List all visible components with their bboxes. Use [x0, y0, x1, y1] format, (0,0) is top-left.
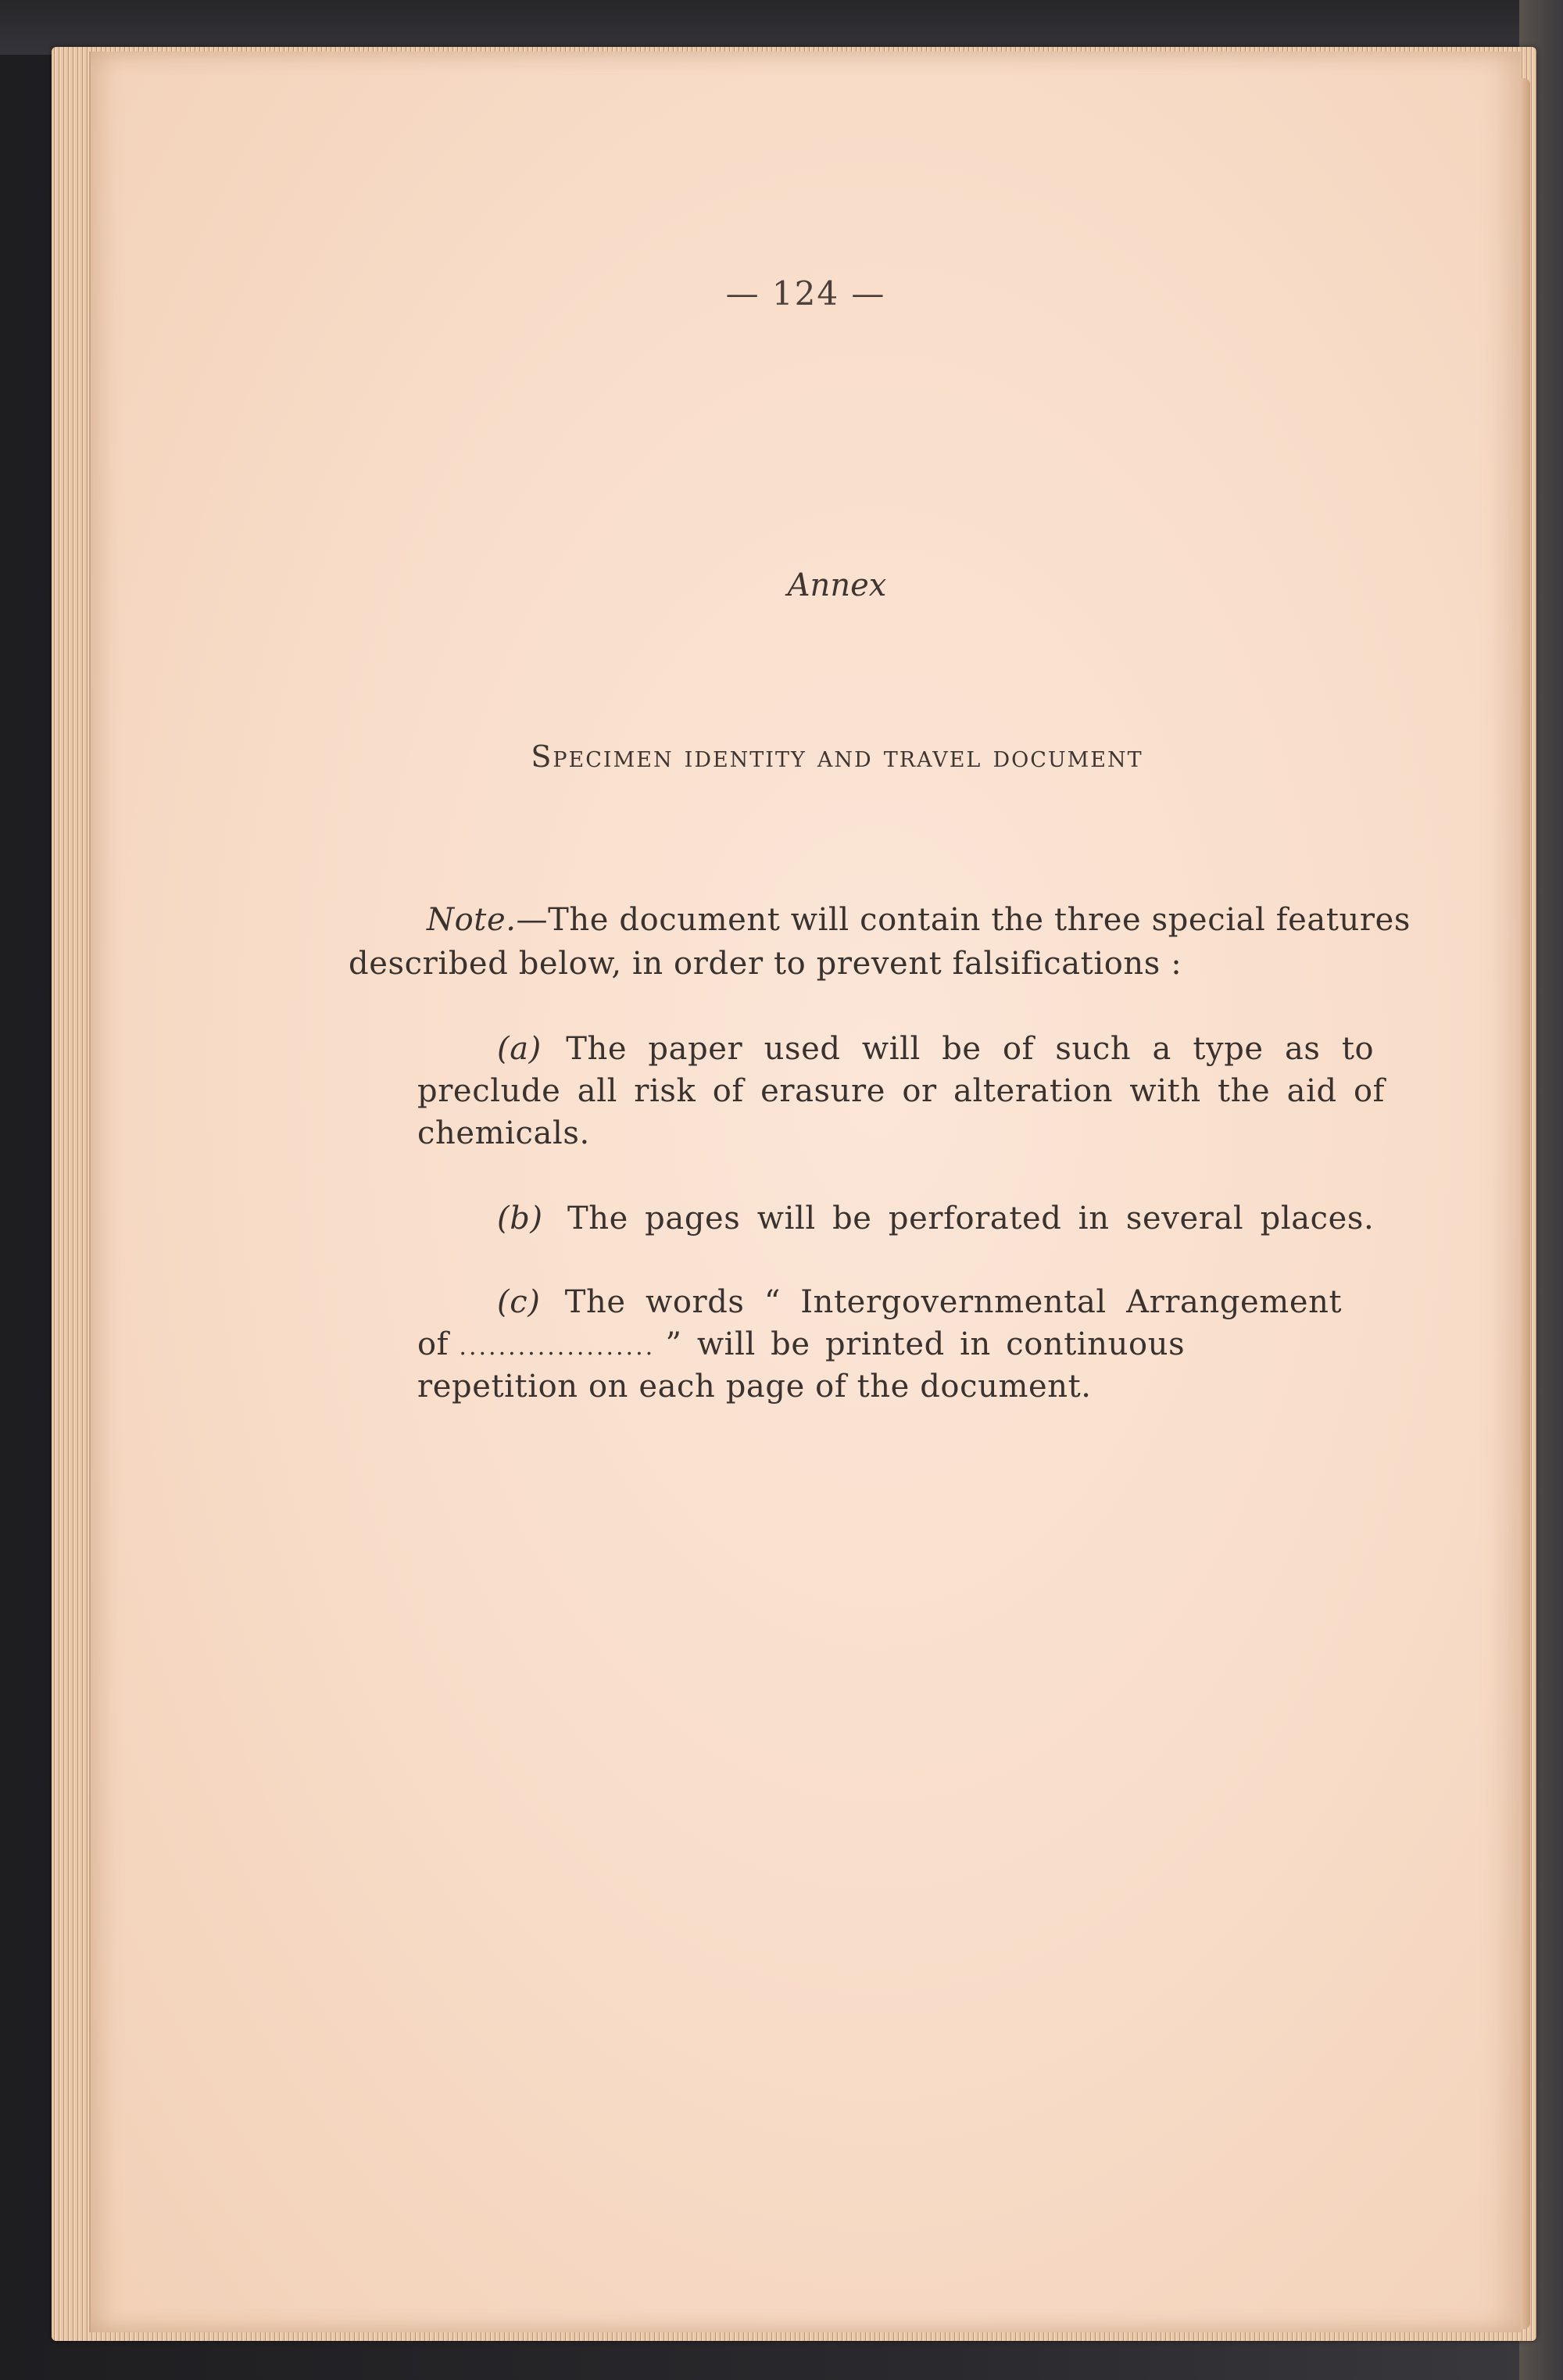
item-b-label: (b) — [497, 1201, 543, 1237]
annex-title: Annex — [787, 567, 887, 603]
item-c-line-3: repetition on each page of the document. — [417, 1369, 1092, 1405]
item-a-line-3: chemicals. — [417, 1115, 590, 1151]
item-c-text-1: The words “ Intergovernmental Arrangement — [564, 1284, 1343, 1320]
item-a-line-2: preclude all risk of erasure or alteration with the aid of — [417, 1073, 1386, 1109]
note-line-2: described below, in order to prevent falsifications : — [349, 946, 1182, 982]
item-c-text-2-end: ” will be printed in continuous — [665, 1326, 1186, 1362]
item-c-text-2-start: of — [417, 1326, 449, 1362]
item-a-line-1 — [497, 1031, 1374, 1067]
item-c-label: (c) — [497, 1284, 541, 1320]
item-a-label: (a) — [497, 1031, 542, 1067]
page-number: — 124 — — [725, 274, 886, 313]
item-a-text-1: The paper used will be of such a type as to — [566, 1031, 1375, 1067]
item-b-line-1 — [497, 1201, 1374, 1237]
item-c-line-1 — [497, 1284, 1342, 1320]
page-right-edge — [1519, 78, 1530, 2329]
book-page — [89, 52, 1521, 2332]
note-line-1 — [427, 902, 1411, 938]
section-heading: Specimen identity and travel document — [531, 739, 1143, 774]
item-c-line-2 — [417, 1326, 1185, 1362]
note-label: Note. — [427, 902, 517, 938]
note-text-1: —The document will contain the three special features — [516, 902, 1411, 938]
item-b-text-1: The pages will be perforated in several places. — [567, 1201, 1375, 1237]
item-c-dot-leader: .................... — [459, 1333, 656, 1361]
